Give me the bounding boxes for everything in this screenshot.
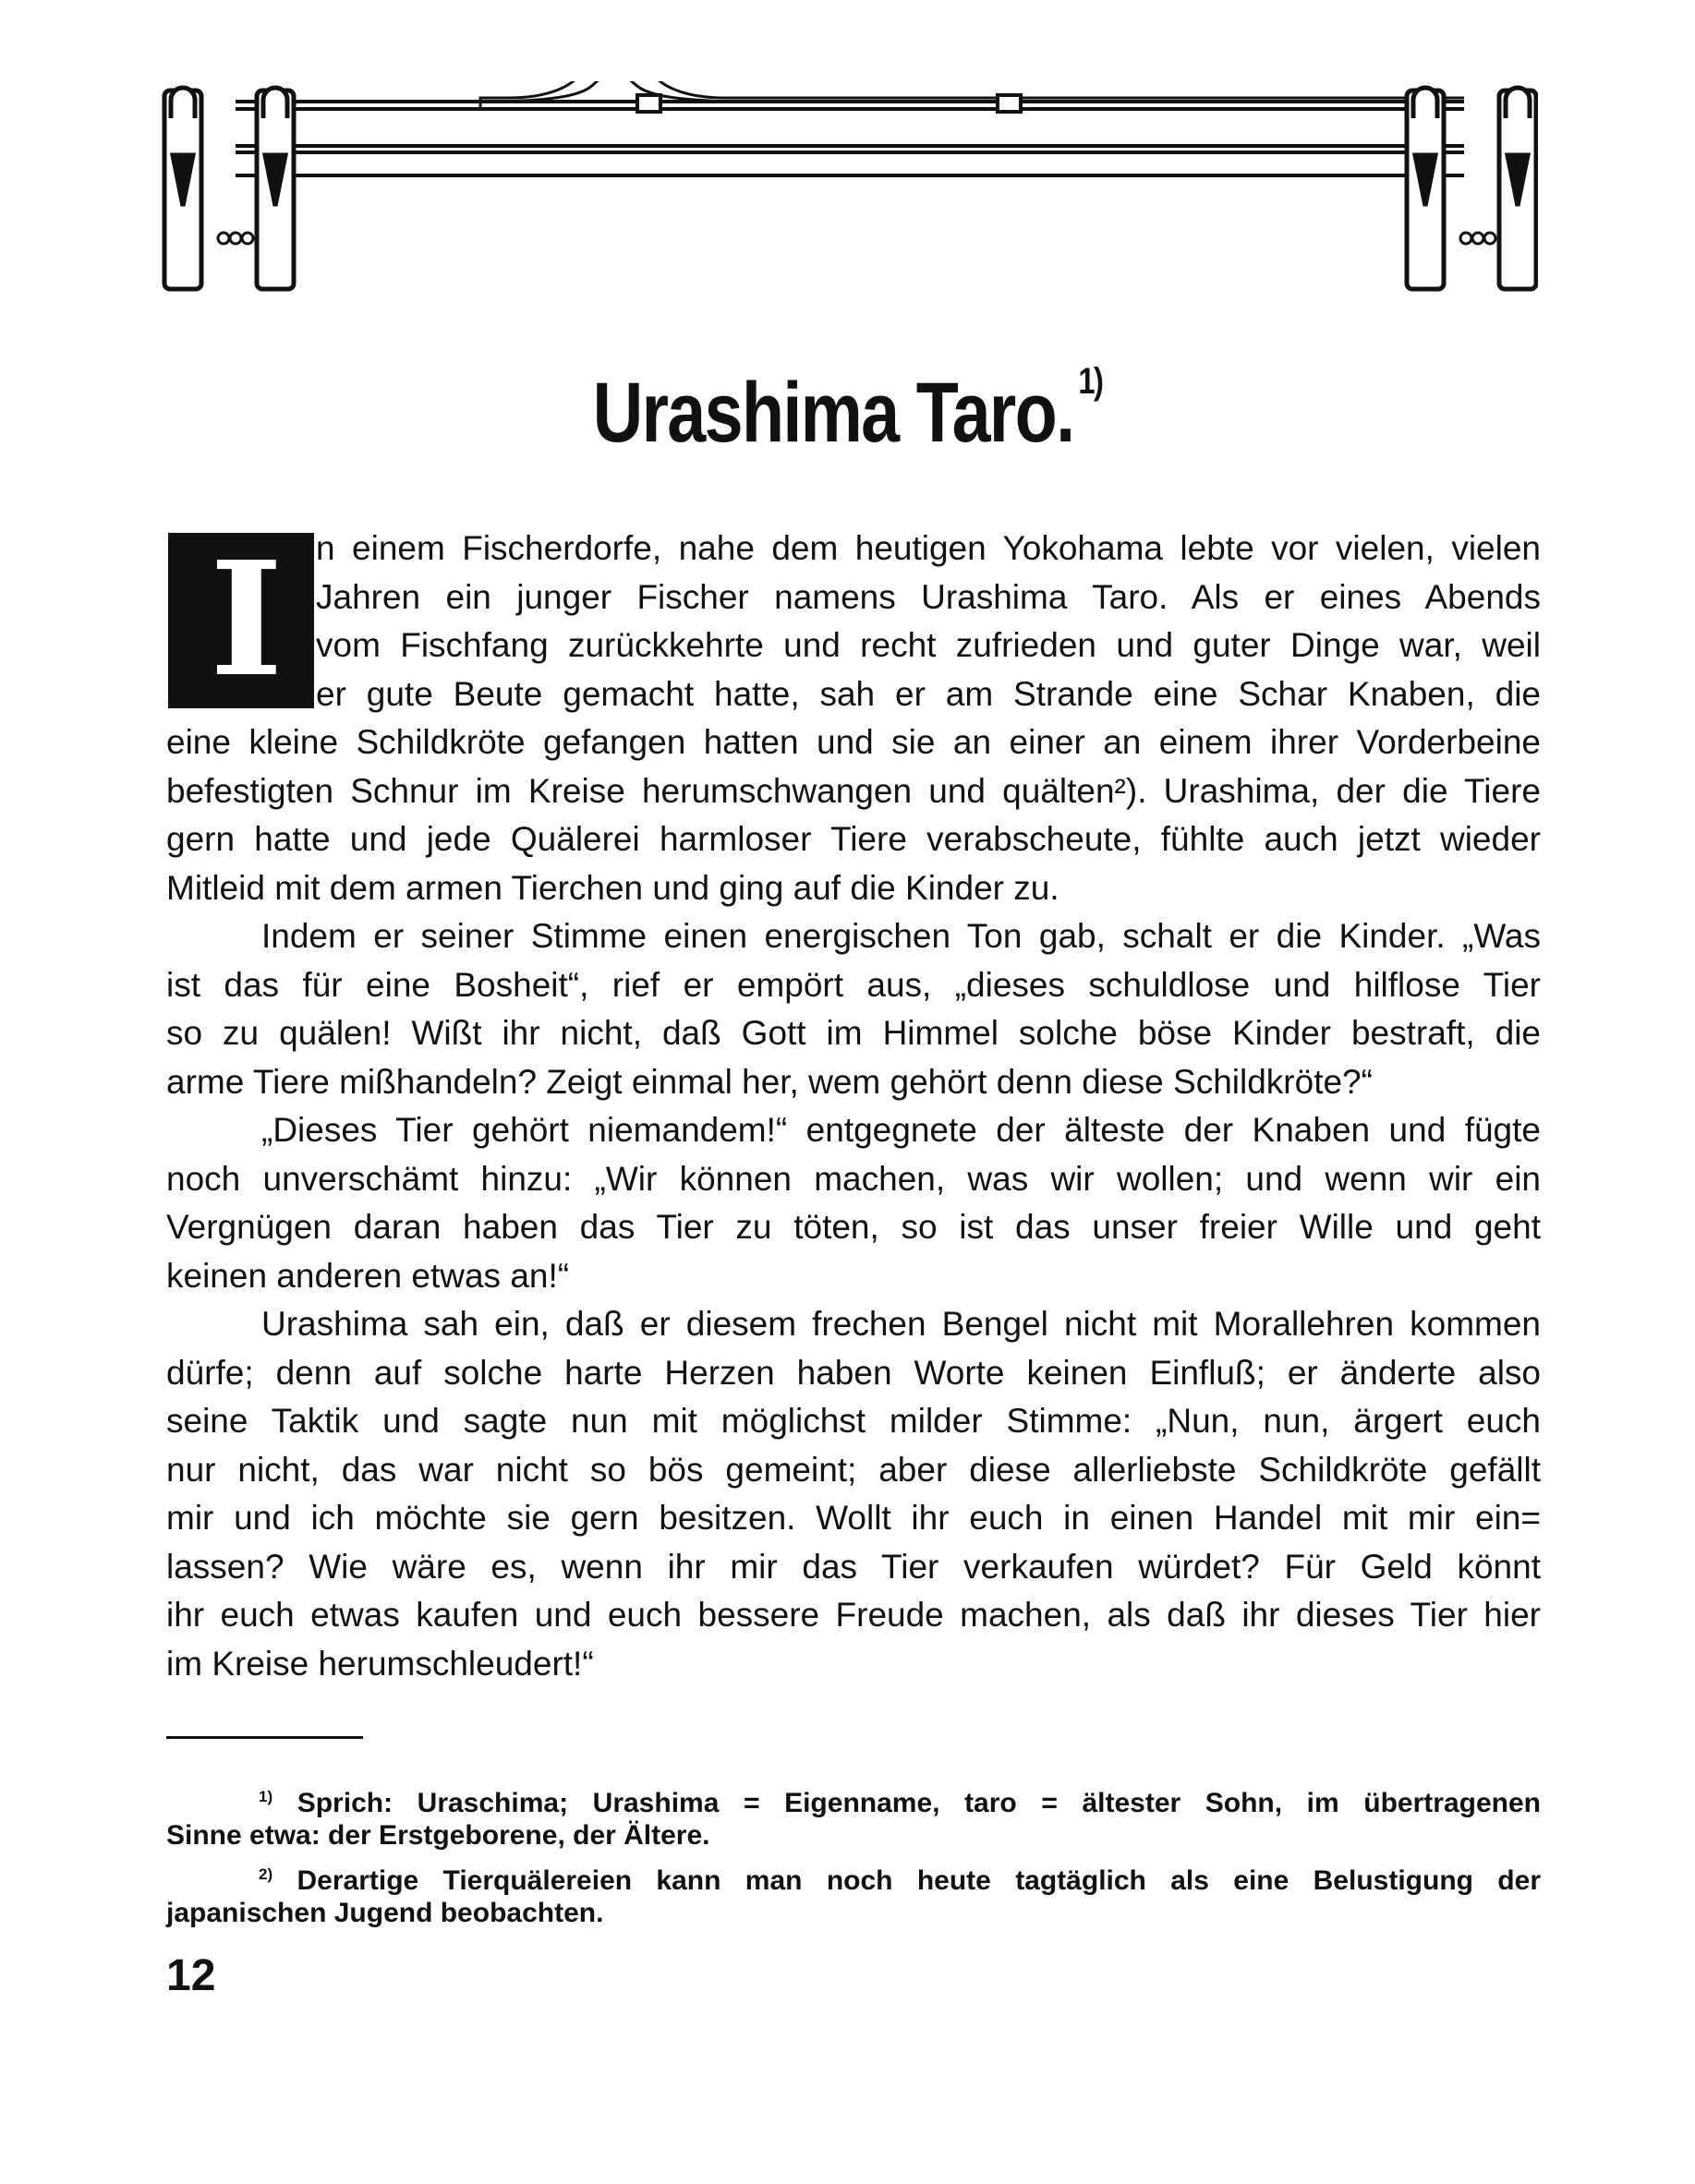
text-line <box>166 1446 1541 1495</box>
text-line-content: noch unverschämt hinzu: „Wir können machen, was wir wollen; und wenn wir ein <box>166 1159 1541 1198</box>
footnote-line <box>166 1816 1541 1855</box>
header-ornament <box>162 81 1538 303</box>
text-line <box>166 1252 1541 1301</box>
footnote-text: Sprich: Uraschima; Urashima = Eigenname, taro = ältester Sohn, im übertragenen <box>297 1788 1541 1818</box>
page-number: 12 <box>166 1951 216 2000</box>
footnote-line <box>166 1778 1541 1816</box>
text-line-content: „Dieses Tier gehört niemandem!“ entgegnete der älteste der Knaben und fügte <box>261 1111 1541 1149</box>
text-line <box>166 1058 1541 1107</box>
text-line <box>166 767 1541 816</box>
footnote-text: Sinne etwa: der Erstgeborene, der Ältere. <box>166 1820 710 1851</box>
text-line-content: ihr euch etwas kaufen und euch bessere Freude machen, als daß ihr dieses Tier hier <box>166 1596 1541 1634</box>
text-line-content: im Kreise herumschleudert!“ <box>166 1644 594 1683</box>
page-title <box>152 361 1543 462</box>
text-line-content: Urashima sah ein, daß er diesem frechen Bengel nicht mit Morallehren kommen <box>261 1305 1541 1343</box>
text-line <box>166 1106 1541 1155</box>
text-line <box>166 961 1541 1010</box>
footnote-text: Derartige Tierquälereien kann man noch heute tagtäglich als eine Belustigung der <box>297 1865 1541 1896</box>
text-line <box>166 1591 1541 1640</box>
text-line <box>166 525 1541 573</box>
text-line <box>166 1543 1541 1592</box>
footnotes <box>166 1778 1541 1933</box>
text-line <box>166 1203 1541 1252</box>
text-line-content: Indem er seiner Stimme einen energischen Ton gab, schalt er die Kinder. „Was <box>261 917 1541 955</box>
text-line-content: befestigten Schnur im Kreise herumschwangen und quälten²). Urashima, der die Tiere <box>166 771 1541 810</box>
text-line <box>166 670 1541 719</box>
text-line-content: mir und ich möchte sie gern besitzen. Wollt ihr euch in einen Handel mit mir ein= <box>166 1499 1541 1537</box>
text-line-content: so zu quälen! Wißt ihr nicht, daß Gott im Himmel solche böse Kinder bestraft, die <box>166 1014 1541 1052</box>
text-line-content: dürfe; denn auf solche harte Herzen haben Worte keinen Einfluß; er änderte also <box>166 1353 1541 1392</box>
text-line <box>166 573 1541 622</box>
text-line-content: Jahren ein junger Fischer namens Urashima Taro. Als er eines Abends <box>316 577 1541 616</box>
text-line <box>166 1155 1541 1204</box>
footnote-mark: 1) <box>259 1788 273 1805</box>
body-text <box>166 525 1541 1688</box>
footnote-mark: 2) <box>259 1865 273 1883</box>
text-line <box>166 912 1541 961</box>
text-line-content: Mitleid mit dem armen Tierchen und ging auf die Kinder zu. <box>166 868 1059 907</box>
text-line <box>166 1494 1541 1543</box>
text-line-content: keinen anderen etwas an!“ <box>166 1256 570 1295</box>
text-line <box>166 1300 1541 1349</box>
footnote-text: japanischen Jugend beobachten. <box>166 1898 604 1928</box>
text-line <box>166 621 1541 670</box>
text-line-content: n einem Fischerdorfe, nahe dem heutigen Yokohama lebte vor vielen, vielen <box>316 529 1541 567</box>
text-line-content: lassen? Wie wäre es, wenn ihr mir das Tier verkaufen würdet? Für Geld könnt <box>166 1547 1541 1586</box>
text-line <box>166 1009 1541 1058</box>
pillar-icons <box>164 88 1536 289</box>
text-line <box>166 1640 1541 1689</box>
text-line <box>166 815 1541 864</box>
footnote-line <box>166 1855 1541 1894</box>
text-line <box>166 1349 1541 1398</box>
text-line-content: Vergnügen daran haben das Tier zu töten, so ist das unser freier Wille und geht <box>166 1208 1541 1246</box>
text-line-content: eine kleine Schildkröte gefangen hatten und sie an einer an einem ihrer Vorderbeine <box>166 723 1541 761</box>
footnote-divider <box>166 1736 363 1739</box>
text-line-content: ist das für eine Bosheit“, rief er empört aus, „dieses schuldlose und hilflose Tier <box>166 965 1541 1004</box>
text-line <box>166 1397 1541 1446</box>
text-line <box>166 718 1541 767</box>
text-line-content: er gute Beute gemacht hatte, sah er am Strande eine Schar Knaben, die <box>316 674 1541 713</box>
drop-cap-letter: I <box>210 527 284 712</box>
text-line-content: gern hatte und jede Quälerei harmloser Tiere verabscheute, fühlte auch jetzt wieder <box>166 820 1541 858</box>
text-line-content: vom Fischfang zurückkehrte und recht zufrieden und guter Dinge war, weil <box>316 626 1541 664</box>
text-line-content: nur nicht, das war nicht so bös gemeint; aber diese allerliebste Schildkröte gefällt <box>166 1450 1541 1489</box>
text-line-content: arme Tiere mißhandeln? Zeigt einmal her, wem gehört denn diese Schildkröte?“ <box>166 1062 1373 1101</box>
title-text: Urashima Taro. <box>592 366 1074 460</box>
footnote-line <box>166 1894 1541 1933</box>
title-footnote-mark: 1) <box>1078 361 1103 402</box>
text-line-content: seine Taktik und sagte nun mit möglichst milder Stimme: „Nun, nun, ärgert euch <box>166 1402 1541 1440</box>
text-line <box>166 864 1541 913</box>
